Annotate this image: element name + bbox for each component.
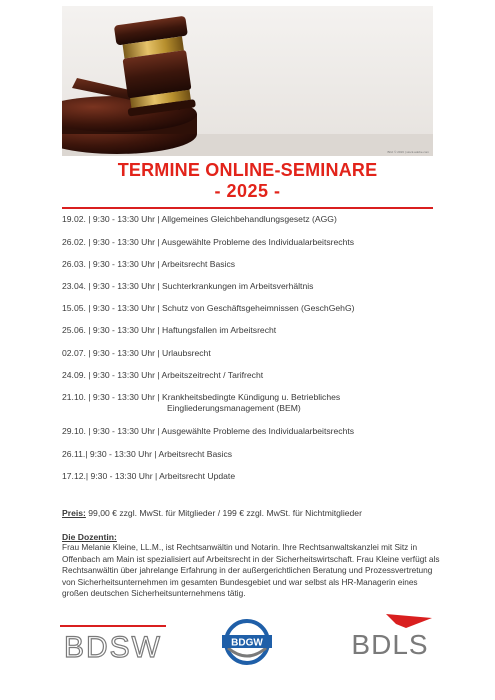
seminar-item: 24.09. | 9:30 - 13:30 Uhr | Arbeitszeitrecht / Tarifrecht — [62, 370, 264, 380]
seminar-item: 29.10. | 9:30 - 13:30 Uhr | Ausgewählte Probleme des Individualarbeitsrechts — [62, 426, 355, 436]
seminar-item: 21.10. | 9:30 - 13:30 Uhr | Krankheitsbedingte Kündigung u. Betriebliches Eingliederungsmanagement (BEM) — [62, 392, 341, 413]
seminar-item: 02.07. | 9:30 - 13:30 Uhr | Urlaubsrecht — [62, 348, 211, 358]
bdgw-logo — [220, 618, 274, 671]
bdsw-logo-text: BDSW — [64, 631, 162, 664]
bdls-logo-text: BDLS — [351, 629, 429, 660]
hero-image — [62, 6, 433, 156]
title-divider — [62, 207, 433, 209]
bdsw-logo — [60, 624, 168, 669]
bdls-logo — [346, 612, 436, 665]
bdgw-logo-text: BDGW — [231, 637, 263, 649]
seminar-item: 26.11.| 9:30 - 13:30 Uhr | Arbeitsrecht Basics — [62, 449, 233, 459]
seminar-item: 25.06. | 9:30 - 13:30 Uhr | Haftungsfallen im Arbeitsrecht — [62, 325, 277, 335]
dozentin-text: Frau Melanie Kleine, LL.M., ist Rechtsanwältin und Notarin. Ihre Rechtsanwaltskanzlei mit Sitz in Offenbach am Main ist spezialisiert auf Arbeitsrecht in der Sicherheitswirtschaft. Frau Kleine verfügt als Rechtsanwältin über jahrelange Erfahrung in der außergerichtlichen Beratung und Prozessvertretung von Sicherheitsunternehmen im gesamten Bundesgebiet und war selbst als HR-Managerin eines großen deutschen Sicherheitsunternehmens tätig. — [62, 542, 440, 598]
seminar-item: 26.02. | 9:30 - 13:30 Uhr | Ausgewählte Probleme des Individualarbeitsrechts — [62, 237, 355, 247]
seminar-item: 26.03. | 9:30 - 13:30 Uhr | Arbeitsrecht Basics — [62, 259, 236, 269]
seminar-item-continuation: Eingliederungsmanagement (BEM) — [167, 403, 301, 413]
price-line — [62, 508, 362, 518]
seminar-item: 17.12.| 9:30 - 13:30 Uhr | Arbeitsrecht Update — [62, 471, 236, 481]
page-title: TERMINE ONLINE-SEMINARE — [117, 160, 378, 180]
seminar-item: 19.02. | 9:30 - 13:30 Uhr | Allgemeines Gleichbehandlungsgesetz (AGG) — [62, 214, 337, 224]
price-label: Preis: — [62, 508, 86, 518]
image-credit: Bild: © 2016 | stock.adobe.com — [387, 150, 429, 154]
page-subtitle-year: - 2025 - — [214, 181, 281, 201]
price-text: 99,00 € zzgl. MwSt. für Mitglieder / 199 € zzgl. MwSt. für Nichtmitglieder — [85, 508, 362, 518]
dozentin-heading: Die Dozentin: — [62, 532, 117, 542]
gavel-illustration — [62, 6, 433, 156]
seminar-item: 23.04. | 9:30 - 13:30 Uhr | Suchterkrankungen im Arbeitsverhältnis — [62, 281, 314, 291]
seminar-item: 15.05. | 9:30 - 13:30 Uhr | Schutz von Geschäftsgeheimnissen (GeschGehG) — [62, 303, 355, 313]
